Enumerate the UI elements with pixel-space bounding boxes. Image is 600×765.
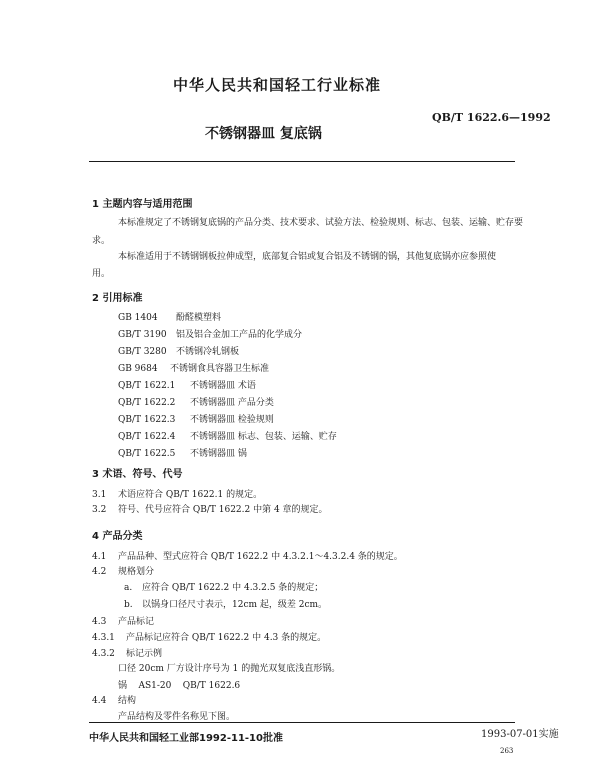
reference-item [118, 446, 247, 459]
reference-name: 不锈钢器皿 锅 [190, 449, 247, 459]
list-text: 应符合 QB/T 1622.2 中 4.3.2.5 条的规定； [142, 583, 324, 593]
reference-name: 不锈钢器皿 术语 [190, 381, 256, 391]
reference-code: GB/T 3280 [118, 347, 167, 357]
clause-text: 规格划分 [118, 567, 155, 577]
clause-number: 4.4 [92, 696, 107, 706]
reference-name: 铝及铝合金加工产品的化学成分 [176, 330, 303, 340]
clause-4-3-1 [92, 630, 326, 643]
reference-code: GB/T 3190 [118, 330, 167, 340]
marking-example-description: 口径 20cm 厂方设计序号为 1 的抛光双复底浅直形锅。 [118, 664, 341, 674]
section-1-heading: 1 主题内容与适用范围 [92, 199, 193, 210]
list-text: 以锅身口径尺寸表示，12cm 起，级差 2cm。 [142, 600, 328, 610]
header-divider [89, 161, 515, 162]
reference-item [118, 412, 274, 425]
reference-item [118, 344, 239, 357]
clause-4-3-2 [92, 646, 162, 659]
clause-number: 4.3 [92, 617, 107, 627]
clause-number: 4.3.1 [92, 633, 115, 643]
marking-example-code: 锅 AS1-20 QB/T 1622.6 [118, 681, 241, 691]
clause-text: 产品品种、型式应符合 QB/T 1622.2 中 4.3.2.1～4.3.2.4 条的规定。 [118, 552, 403, 562]
reference-item [118, 327, 302, 340]
section-4-heading: 4 产品分类 [92, 531, 143, 542]
reference-name: 不锈钢器皿 检验规则 [190, 415, 274, 425]
reference-item [118, 310, 221, 323]
clause-4-3 [92, 614, 154, 627]
section-1-para-1-line-2: 求。 [92, 236, 111, 246]
section-3-heading: 3 术语、符号、代号 [92, 469, 183, 480]
clause-text: 产品标记应符合 QB/T 1622.2 中 4.3 条的规定。 [126, 633, 327, 643]
approval-line: 中华人民共和国轻工业部1992-11-10批准 [89, 733, 283, 744]
clause-4-2-b [124, 597, 327, 610]
clause-4-2-a [124, 580, 323, 593]
section-1-para-2-line-2: 用。 [92, 269, 111, 279]
reference-name: 不锈钢器皿 标志、包装、运输、贮存 [190, 432, 337, 442]
reference-item [118, 361, 269, 374]
reference-item [118, 395, 274, 408]
list-label: b. [124, 600, 133, 610]
reference-name: 不锈钢食具容器卫生标准 [170, 364, 270, 374]
clause-text: 结构 [118, 696, 137, 706]
section-1-para-1-line-1: 本标准规定了不锈钢复底锅的产品分类、技术要求、试验方法、检验规则、标志、包装、运输、贮存要 [118, 218, 524, 228]
clause-number: 3.2 [92, 505, 107, 515]
reference-code: GB 1404 [118, 313, 158, 323]
clause-text: 产品标记 [118, 617, 155, 627]
clause-3-2 [92, 502, 328, 515]
footer-divider [89, 722, 515, 723]
reference-name: 不锈钢冷轧钢板 [176, 347, 240, 357]
clause-3-1 [92, 487, 262, 500]
reference-item [118, 429, 337, 442]
reference-code: GB 9684 [118, 364, 158, 374]
reference-item [118, 378, 256, 391]
clause-number: 3.1 [92, 490, 107, 500]
clause-4-4 [92, 693, 136, 706]
reference-name: 不锈钢器皿 产品分类 [190, 398, 274, 408]
list-label: a. [124, 583, 133, 593]
clause-text: 标记示例 [126, 649, 163, 659]
clause-number: 4.1 [92, 552, 107, 562]
reference-code: QB/T 1622.3 [118, 415, 176, 425]
implementation-date: 1993-07-01实施 [481, 729, 559, 740]
reference-code: QB/T 1622.2 [118, 398, 176, 408]
reference-code: QB/T 1622.5 [118, 449, 176, 459]
reference-code: QB/T 1622.4 [118, 432, 176, 442]
document-title: 不锈钢器皿 复底锅 [205, 126, 322, 142]
clause-4-2 [92, 564, 154, 577]
structure-note: 产品结构及零件名称见下图。 [118, 712, 236, 722]
standard-code: QB/T 1622.6—1992 [432, 111, 551, 124]
clause-number: 4.2 [92, 567, 107, 577]
clause-text: 术语应符合 QB/T 1622.1 的规定。 [118, 490, 263, 500]
clause-number: 4.3.2 [92, 649, 115, 659]
reference-code: QB/T 1622.1 [118, 381, 176, 391]
clause-text: 符号、代号应符合 QB/T 1622.2 中第 4 章的规定。 [118, 505, 328, 515]
section-2-heading: 2 引用标准 [92, 293, 143, 304]
issuer-title: 中华人民共和国轻工行业标准 [173, 76, 382, 94]
reference-name: 酚醛模塑料 [176, 313, 222, 323]
clause-4-1 [92, 549, 403, 562]
section-1-para-2-line-1: 本标准适用于不锈钢钢板拉伸成型，底部复合铝或复合铝及不锈钢的锅，其他复底锅亦应参照使 [118, 252, 497, 262]
page-number: 263 [500, 747, 514, 755]
